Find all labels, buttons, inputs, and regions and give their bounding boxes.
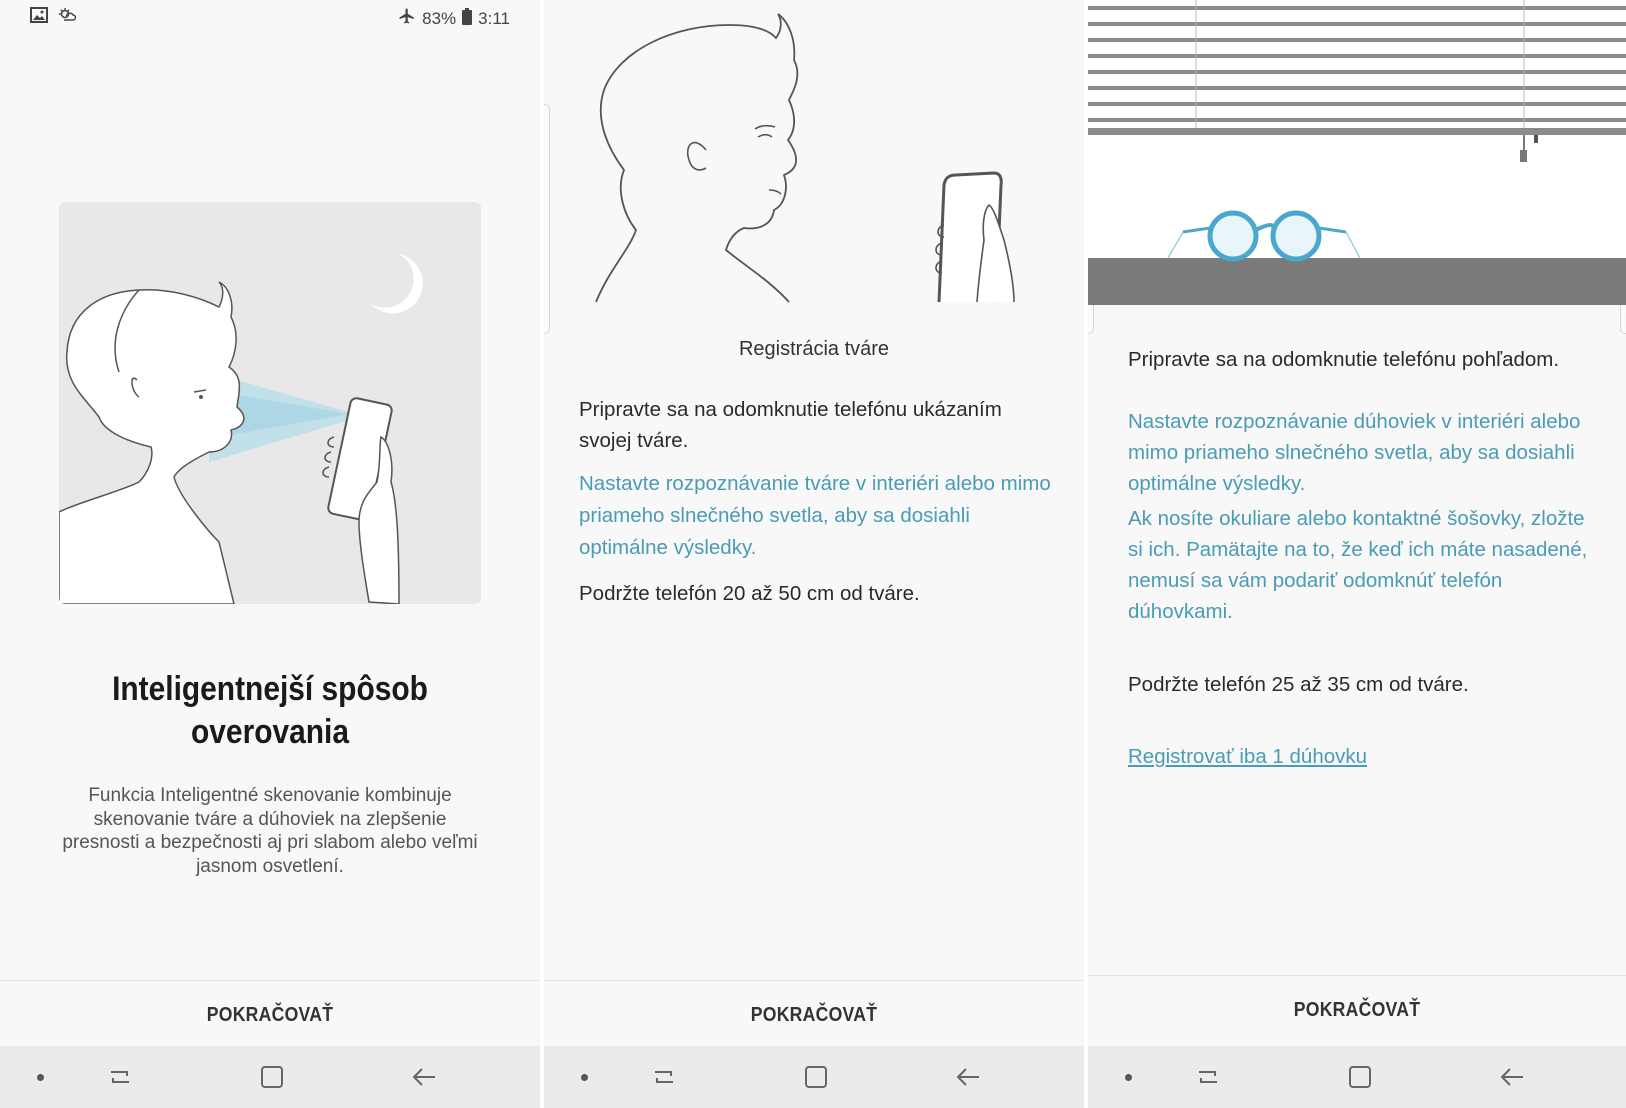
face-scan-illustration xyxy=(59,202,481,604)
register-one-iris-link[interactable]: Registrovať iba 1 dúhovku xyxy=(1128,745,1368,768)
recent-apps-icon xyxy=(107,1066,133,1088)
home-button[interactable] xyxy=(1320,1046,1400,1108)
distance-text: Podržte telefón 20 až 50 cm od tváre. xyxy=(579,582,920,605)
face-registration-illustration xyxy=(544,0,1084,310)
battery-icon xyxy=(462,8,472,30)
instruction-text: Pripravte sa na odomknutie telefónu pohľadom. xyxy=(1128,348,1560,371)
recent-apps-button[interactable] xyxy=(624,1046,704,1108)
section-heading: Registrácia tváre xyxy=(738,338,890,360)
recent-apps-icon xyxy=(651,1066,677,1088)
lighting-tip: Nastavte rozpoznávanie tváre v interiéri alebo mimo priameho slnečného svetla, aby sa dosiahli optimálne výsledky. xyxy=(579,472,1051,559)
moon-icon xyxy=(371,254,423,313)
nav-dot-button[interactable] xyxy=(0,1046,80,1108)
continue-button[interactable]: POKRAČOVAŤ xyxy=(206,1004,334,1026)
back-arrow-icon xyxy=(955,1066,981,1088)
home-icon xyxy=(260,1065,284,1089)
recent-apps-icon xyxy=(1195,1066,1221,1088)
page-description: Funkcia Inteligentné skenovanie kombinuje skenovanie tváre a dúhoviek na zlepšenie presnosti a bezpečnosti aj pri slabom alebo veľmi jasnom osvetlení. xyxy=(62,785,478,877)
iris-illustration xyxy=(1088,0,1626,305)
distance-text: Podržte telefón 25 až 35 cm od tváre. xyxy=(1128,673,1469,696)
dot-icon xyxy=(581,1074,588,1081)
nav-dot-button[interactable] xyxy=(1088,1046,1168,1108)
screen-intelligent-scan xyxy=(0,0,540,1108)
nav-dot-button[interactable] xyxy=(544,1046,624,1108)
back-button[interactable] xyxy=(928,1046,1008,1108)
navigation-bar xyxy=(1088,1046,1626,1108)
recent-apps-button[interactable] xyxy=(1168,1046,1248,1108)
battery-percent: 83% xyxy=(422,8,457,28)
instruction-text: Pripravte sa na odomknutie telefónu ukázaním svojej tváre. xyxy=(579,398,1002,452)
dot-icon xyxy=(37,1074,44,1081)
home-button[interactable] xyxy=(776,1046,856,1108)
clock: 3:11 xyxy=(478,8,510,28)
weather-icon xyxy=(58,7,76,28)
back-button[interactable] xyxy=(384,1046,464,1108)
continue-button[interactable]: POKRAČOVAŤ xyxy=(750,1004,878,1026)
back-arrow-icon xyxy=(1499,1066,1525,1088)
image-icon xyxy=(30,7,48,28)
divider xyxy=(544,980,1084,981)
dot-icon xyxy=(1125,1074,1132,1081)
glasses-tip: Ak nosíte okuliare alebo kontaktné šošovky, zložte si ich. Pamätajte na to, že keď ich máte nasadené, nemusí sa vám podariť odomknúť telefón dúhovkami. xyxy=(1128,507,1588,623)
back-arrow-icon xyxy=(411,1066,437,1088)
divider xyxy=(1088,975,1626,976)
divider xyxy=(0,980,540,981)
screen-face-registration xyxy=(544,0,1084,1108)
page-title: Inteligentnejší spôsob overovania xyxy=(112,670,428,751)
home-icon xyxy=(1348,1065,1372,1089)
status-bar xyxy=(0,0,540,34)
back-button[interactable] xyxy=(1472,1046,1552,1108)
home-button[interactable] xyxy=(232,1046,312,1108)
navigation-bar xyxy=(544,1046,1084,1108)
lighting-tip: Nastavte rozpoznávanie dúhoviek v interiéri alebo mimo priameho slnečného svetla, aby sa dosiahli optimálne výsledky. xyxy=(1128,410,1581,495)
home-icon xyxy=(804,1065,828,1089)
navigation-bar xyxy=(0,1046,540,1108)
screen-iris-registration xyxy=(1088,0,1626,1108)
airplane-icon xyxy=(398,7,416,30)
continue-button[interactable]: POKRAČOVAŤ xyxy=(1293,999,1421,1021)
recent-apps-button[interactable] xyxy=(80,1046,160,1108)
